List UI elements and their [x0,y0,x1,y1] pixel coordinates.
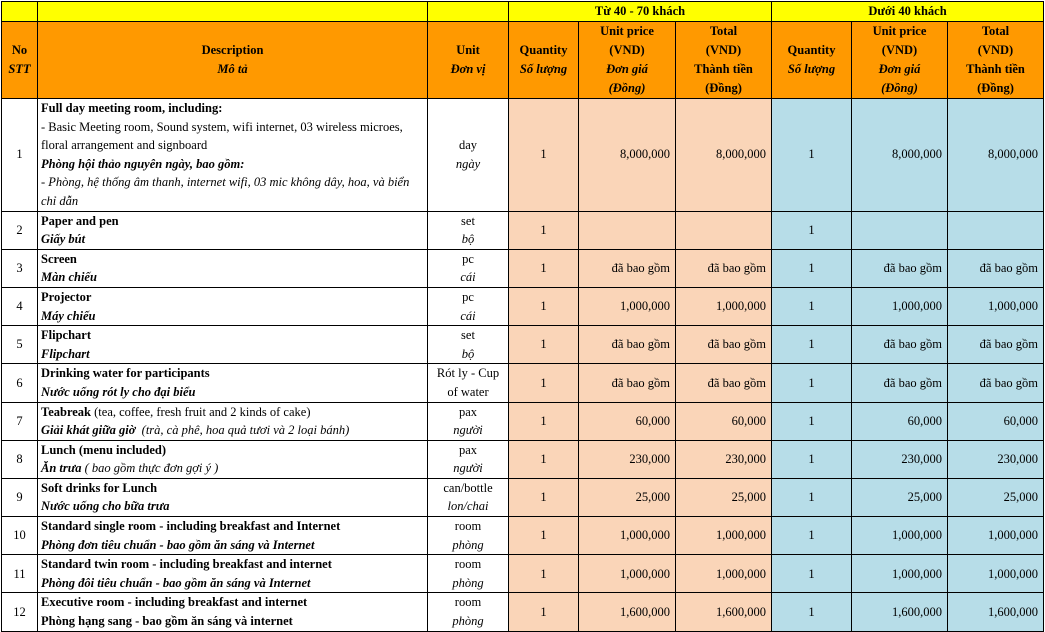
col-header-unit-price-1 [579,22,676,99]
unit-price-under-40: đã bao gồm [852,249,948,287]
col-header-quantity-vi: Số lượng [787,62,836,76]
table-row [2,99,1044,212]
unit-en: pc [462,289,474,304]
unit-vi: phòng [452,614,484,629]
row-description [38,402,428,440]
row-description [38,364,428,402]
group-header-row [2,2,1044,22]
description-line: Standard single room - including breakfast and Internet [41,519,341,534]
table-body [2,99,1044,632]
unit-en: Rót ly - Cup [436,366,500,381]
unit-price-40-70: 1,000,000 [579,287,676,325]
row-number: 7 [2,402,38,440]
unit-en: pax [458,404,478,419]
quantity-40-70: 1 [509,211,579,249]
row-description [38,211,428,249]
unit-price-40-70: 1,000,000 [579,517,676,555]
unit-price-40-70: 8,000,000 [579,99,676,212]
total-40-70: 1,000,000 [676,287,772,325]
quantity-under-40: 1 [772,326,852,364]
unit-en: day [458,138,478,153]
total-40-70: 1,000,000 [676,517,772,555]
row-number: 4 [2,287,38,325]
table-row [2,364,1044,402]
col-header-unit-price-vnd: (VND) [881,43,918,57]
unit-price-40-70: 230,000 [579,440,676,478]
unit-en: pc [462,251,474,266]
description-line: Phòng hội thảo nguyên ngày, bao gồm: [41,156,245,171]
table-row [2,211,1044,249]
total-under-40: 1,600,000 [948,593,1044,631]
unit-price-40-70: 25,000 [579,478,676,516]
row-description [38,440,428,478]
description-line: Soft drinks for Lunch [41,480,158,495]
unit-en: set [461,328,475,343]
description-segment: ( bao gồm thực đơn gợi ý ) [81,461,219,476]
row-number: 6 [2,364,38,402]
total-under-40: 1,000,000 [948,287,1044,325]
description-segment: (trà, cà phê, hoa quả tươi và 2 loại bánh) [135,423,350,438]
description-line: Projector [41,289,92,304]
unit-price-under-40: đã bao gồm [852,326,948,364]
col-header-unit-en: Unit [456,43,480,57]
unit-vi: phòng [452,575,484,590]
row-unit [428,99,509,212]
description-line: Nước uống rót ly cho đại biểu [41,384,196,399]
quantity-under-40: 1 [772,517,852,555]
description-line: Phòng hạng sang - bao gồm ăn sáng và internet [41,614,293,629]
row-unit [428,440,509,478]
row-unit [428,555,509,593]
row-unit [428,364,509,402]
quantity-under-40: 1 [772,249,852,287]
unit-vi: bộ [461,346,475,361]
total-under-40: 8,000,000 [948,99,1044,212]
quantity-40-70: 1 [509,517,579,555]
unit-price-40-70: đã bao gồm [579,249,676,287]
description-line: Screen [41,251,77,266]
description-line [41,403,424,422]
unit-vi: of water [447,384,489,399]
row-unit [428,402,509,440]
col-header-unit-price-vi: Đơn giá [606,62,648,76]
description-line: Phòng đôi tiêu chuẩn - bao gồm ăn sáng và Internet [41,575,311,590]
col-header-description [38,22,428,99]
quantity-under-40: 1 [772,99,852,212]
col-header-unit-price-en: Unit price [600,24,654,38]
col-header-quantity-vi: Số lượng [519,62,568,76]
group-header-blank [428,2,509,22]
col-header-unit-vi: Đơn vị [450,62,486,76]
col-header-total-en: Total [709,24,738,38]
row-number: 11 [2,555,38,593]
unit-vi: người [453,461,483,476]
quantity-40-70: 1 [509,440,579,478]
total-under-40: 1,000,000 [948,517,1044,555]
description-line: Flipchart [41,346,90,361]
row-description [38,593,428,631]
row-number: 8 [2,440,38,478]
unit-en: room [454,557,482,572]
row-number: 1 [2,99,38,212]
description-segment: Teabreak [41,404,92,419]
description-line: Flipchart [41,328,91,343]
row-unit [428,517,509,555]
total-40-70: đã bao gồm [676,364,772,402]
unit-price-40-70: 1,000,000 [579,555,676,593]
quantity-under-40: 1 [772,440,852,478]
description-line: Drinking water for participants [41,366,210,381]
unit-price-under-40: 1,000,000 [852,555,948,593]
unit-en: room [454,595,482,610]
unit-price-40-70: 1,600,000 [579,593,676,631]
row-unit [428,211,509,249]
description-segment: Giải khát giữa giờ [41,423,136,438]
description-segment: Ăn trưa [41,461,82,476]
col-header-unit-price-vi: Đơn giá [878,62,921,76]
unit-vi: cái [460,308,476,323]
description-line: Nước uống cho bữa trưa [41,499,170,514]
total-40-70: 1,600,000 [676,593,772,631]
quantity-40-70: 1 [509,364,579,402]
total-40-70: 25,000 [676,478,772,516]
group-header-blank [2,2,38,22]
total-40-70: 230,000 [676,440,772,478]
description-line: - Phòng, hệ thống âm thanh, internet wifi, 03 mic không dây, hoa, và biển chỉ dẫn [41,175,410,208]
description-segment: (tea, coffee, fresh fruit and 2 kinds of cake) [91,404,311,419]
quantity-40-70: 1 [509,478,579,516]
unit-en: can/bottle [443,480,493,495]
unit-vi: cái [460,270,476,285]
col-header-total-vnd: (VND) [705,43,742,57]
col-header-quantity-1 [509,22,579,99]
total-40-70: 1,000,000 [676,555,772,593]
unit-vi: người [453,423,483,438]
col-header-total-en: Total [981,24,1010,38]
col-header-total-2 [948,22,1044,99]
column-header-row [2,22,1044,99]
quantity-under-40: 1 [772,287,852,325]
row-description [38,517,428,555]
total-under-40: đã bao gồm [948,326,1044,364]
table-row [2,593,1044,631]
description-line: Máy chiếu [41,308,96,323]
group-header-40-70: Từ 40 - 70 khách [509,2,772,22]
unit-vi: ngày [455,156,481,171]
description-line: - Basic Meeting room, Sound system, wifi internet, 03 wireless microes, floral arrangement and signboard [41,119,403,153]
col-header-quantity-en: Quantity [787,43,836,57]
col-header-no-vi: STT [8,62,31,76]
row-number: 3 [2,249,38,287]
col-header-unit-price-vnd: (VND) [609,43,645,57]
col-header-unit [428,22,509,99]
unit-vi: lon/chai [447,499,489,514]
description-line: Paper and pen [41,213,119,228]
description-line: Lunch (menu included) [41,442,167,457]
col-header-unit-price-dong: (Đồng) [608,81,646,95]
quantity-40-70: 1 [509,593,579,631]
col-header-total-dong: (Đồng) [705,81,742,95]
col-header-unit-price-2 [852,22,948,99]
col-header-no-en: No [11,43,28,57]
description-line: Màn chiếu [41,270,97,285]
row-unit [428,249,509,287]
quantity-40-70: 1 [509,249,579,287]
total-40-70 [676,211,772,249]
quantity-under-40: 1 [772,478,852,516]
row-unit [428,478,509,516]
col-header-no [2,22,38,99]
col-header-unit-price-dong: (Đồng) [881,81,918,95]
quantity-under-40: 1 [772,402,852,440]
total-40-70: đã bao gồm [676,249,772,287]
unit-price-under-40 [852,211,948,249]
description-line [41,421,424,440]
quantity-under-40: 1 [772,593,852,631]
quantity-under-40: 1 [772,211,852,249]
col-header-description-en: Description [201,43,264,57]
total-under-40: đã bao gồm [948,364,1044,402]
row-description [38,287,428,325]
total-under-40: 230,000 [948,440,1044,478]
row-number: 9 [2,478,38,516]
group-header-under-40: Dưới 40 khách [772,2,1044,22]
col-header-total-vi: Thành tiền [694,62,753,76]
quantity-under-40: 1 [772,364,852,402]
col-header-total-vi: Thành tiền [966,62,1025,76]
description-line [41,459,424,478]
quantity-40-70: 1 [509,402,579,440]
total-under-40: 60,000 [948,402,1044,440]
quotation-table [1,1,1044,632]
row-unit [428,287,509,325]
col-header-description-vi: Mô tả [217,62,248,76]
unit-price-under-40: 1,000,000 [852,517,948,555]
col-header-total-dong: (Đồng) [977,81,1014,95]
col-header-total-1 [676,22,772,99]
total-40-70: 8,000,000 [676,99,772,212]
unit-price-40-70: đã bao gồm [579,326,676,364]
description-line: Full day meeting room, including: [41,101,223,115]
total-under-40: đã bao gồm [948,249,1044,287]
quantity-under-40: 1 [772,555,852,593]
row-description [38,326,428,364]
unit-en: pax [458,442,478,457]
quantity-40-70: 1 [509,555,579,593]
unit-price-under-40: 25,000 [852,478,948,516]
quantity-40-70: 1 [509,99,579,212]
col-header-total-vnd: (VND) [977,43,1014,57]
unit-price-under-40: 230,000 [852,440,948,478]
unit-price-40-70 [579,211,676,249]
table-row [2,478,1044,516]
unit-vi: bộ [461,232,475,247]
unit-price-under-40: 60,000 [852,402,948,440]
unit-vi: phòng [452,537,484,552]
row-description [38,249,428,287]
col-header-quantity-en: Quantity [519,43,568,57]
row-number: 5 [2,326,38,364]
col-header-unit-price-en: Unit price [872,24,927,38]
unit-price-under-40: 1,000,000 [852,287,948,325]
description-line: Standard twin room - including breakfast and internet [41,557,332,572]
row-description [38,99,428,212]
total-under-40: 25,000 [948,478,1044,516]
table-row [2,249,1044,287]
row-number: 2 [2,211,38,249]
description-line: Phòng đơn tiêu chuẩn - bao gồm ăn sáng và Internet [41,537,315,552]
description-line: Executive room - including breakfast and internet [41,595,308,610]
table-row [2,326,1044,364]
table-row [2,287,1044,325]
unit-price-40-70: đã bao gồm [579,364,676,402]
unit-en: set [461,213,475,228]
total-40-70: đã bao gồm [676,326,772,364]
col-header-quantity-2 [772,22,852,99]
row-unit [428,326,509,364]
row-unit [428,593,509,631]
total-40-70: 60,000 [676,402,772,440]
unit-price-under-40: 1,600,000 [852,593,948,631]
group-header-blank [38,2,428,22]
unit-en: room [454,519,482,534]
row-description [38,555,428,593]
table-row [2,440,1044,478]
unit-price-under-40: đã bao gồm [852,364,948,402]
unit-price-under-40: 8,000,000 [852,99,948,212]
total-under-40: 1,000,000 [948,555,1044,593]
quantity-40-70: 1 [509,326,579,364]
description-line: Giấy bút [41,232,86,247]
row-number: 10 [2,517,38,555]
table-row [2,402,1044,440]
table-row [2,555,1044,593]
table-row [2,517,1044,555]
unit-price-40-70: 60,000 [579,402,676,440]
quantity-40-70: 1 [509,287,579,325]
total-under-40 [948,211,1044,249]
row-description [38,478,428,516]
row-number: 12 [2,593,38,631]
